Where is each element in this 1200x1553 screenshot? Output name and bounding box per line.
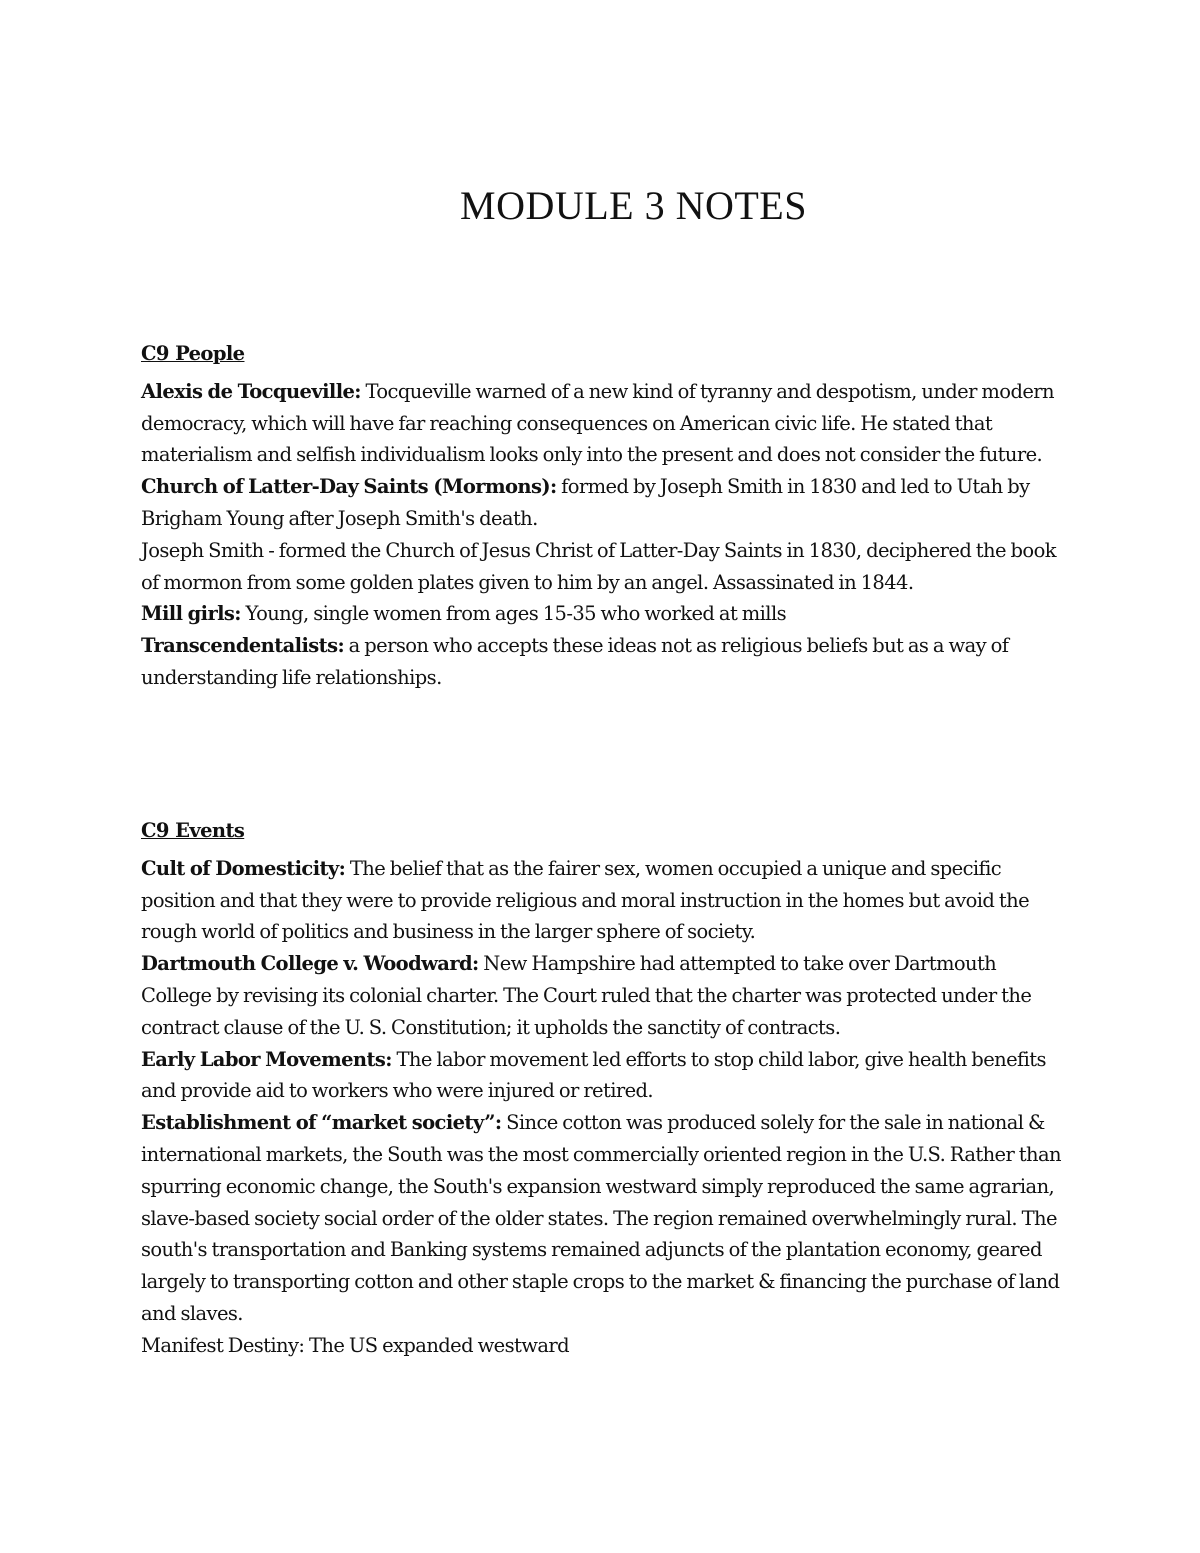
entry-early-labor-movements (141, 1044, 1066, 1108)
entry-term: Dartmouth College v. Woodward: (141, 952, 479, 976)
entry-alexis-de-tocqueville (141, 376, 1066, 471)
entry-text: a person who accepts these ideas not as religious beliefs but as a way of understanding life relationships. (141, 634, 1009, 689)
entry-text: The belief that as the fairer sex, women occupied a unique and specific position and that they were to provide religious and moral instruction in the homes but avoid the rough world of politics and business in the larger sphere of society. (141, 856, 1030, 944)
entry-text: Tocqueville warned of a new kind of tyranny and despotism, under modern democracy, which will have far reaching consequences on American civic life. He stated that materialism and selfish individualism looks only into the present and does not consider the future. (141, 379, 1054, 467)
entry-text: Since cotton was produced solely for the sale in national & international markets, the South was the most commercially oriented region in the U.S. Rather than spurring economic change, the South's expansion westward simply reproduced the same agrarian, slave-based society social order of the older states. The region remained overwhelmingly rural. The south's transportation and Banking systems remained adjuncts of the plantation economy, geared largely to transporting cotton and other staple crops to the market & financing the purchase of land and slaves. (141, 1111, 1061, 1325)
entry-term: Transcendentalists: (141, 634, 345, 658)
entry-term: Establishment of “market society”: (141, 1111, 502, 1135)
entry-mill-girls (141, 598, 1066, 630)
entry-cult-of-domesticity (141, 853, 1066, 948)
entry-text: Manifest Destiny: The US expanded westward (141, 1333, 569, 1357)
entry-text: Young, single women from ages 15-35 who worked at mills (240, 602, 786, 626)
entry-dartmouth-college-v-woodward (141, 948, 1066, 1043)
section-c9-people (141, 338, 1066, 694)
page-title: MODULE 3 NOTES (460, 183, 807, 228)
entry-text: formed by Joseph Smith in 1830 and led to Utah by Brigham Young after Joseph Smith's death. (141, 475, 1030, 530)
section-heading: C9 Events (141, 819, 245, 842)
entry-term: Cult of Domesticity: (141, 856, 346, 880)
entry-term: Alexis de Tocqueville: (141, 379, 361, 403)
section-heading: C9 People (141, 342, 245, 365)
entry-church-of-latter-day-saints (141, 471, 1066, 535)
entry-term: Mill girls: (141, 602, 241, 626)
entry-text: New Hampshire had attempted to take over Dartmouth College by revising its colonial charter. The Court ruled that the charter was protected under the contract clause of the U. S. Constitution; it upholds the sanctity of contracts. (141, 952, 1032, 1039)
entry-text: Joseph Smith - formed the Church of Jesus Christ of Latter-Day Saints in 1830, deciphered the book of mormon from some golden plates given to him by an angel. Assassinated in 1844. (141, 538, 1056, 594)
entry-term: Early Labor Movements: (141, 1047, 392, 1071)
entry-joseph-smith (141, 535, 1066, 599)
entry-term: Church of Latter-Day Saints (Mormons): (141, 475, 557, 499)
entry-transcendentalists (141, 630, 1066, 694)
entry-text: The labor movement led efforts to stop child labor, give health benefits and provide aid to workers who were injured or retired. (141, 1047, 1046, 1103)
entry-establishment-of-market-society (141, 1107, 1066, 1330)
entry-manifest-destiny (141, 1330, 1066, 1362)
section-c9-events (141, 815, 1066, 1362)
